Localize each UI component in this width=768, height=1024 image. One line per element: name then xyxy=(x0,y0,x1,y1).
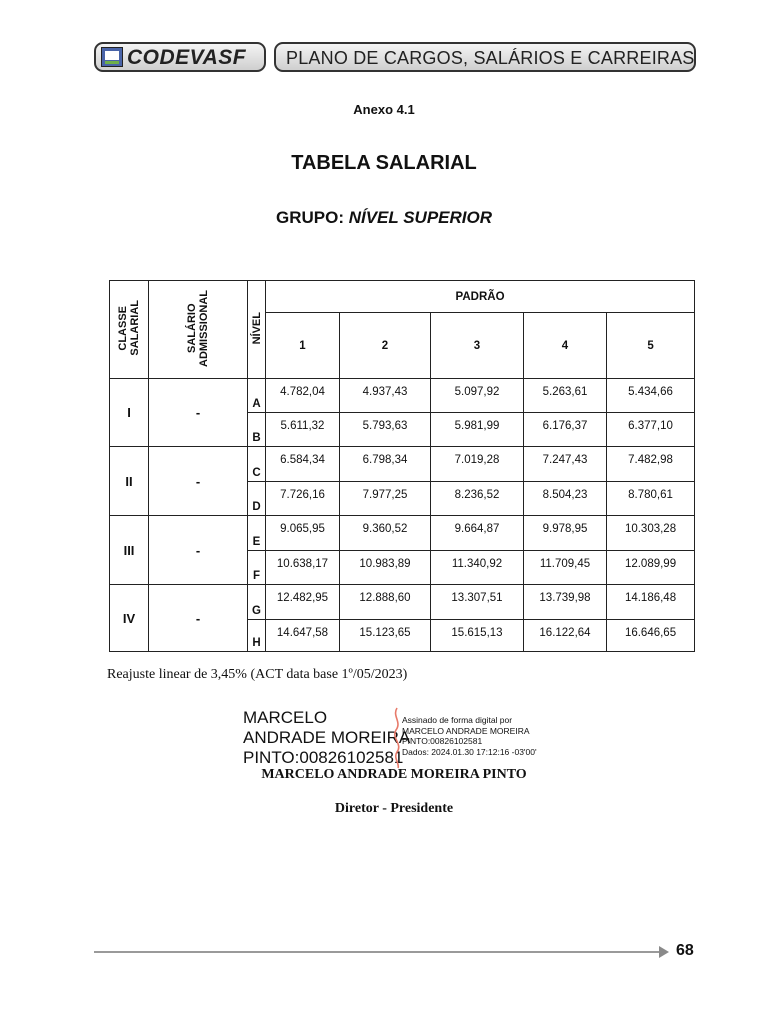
salary-cell: 11.340,92 xyxy=(431,551,524,585)
salary-cell: 15.615,13 xyxy=(431,620,524,652)
digital-signature-line: PINTO:00826102581 xyxy=(402,736,483,747)
padrao-col-4: 4 xyxy=(524,313,607,379)
nivel-cell: H xyxy=(248,620,266,652)
salary-cell: 5.611,32 xyxy=(266,413,340,447)
nivel-cell: B xyxy=(248,413,266,447)
salary-cell: 16.646,65 xyxy=(607,620,695,652)
admissional-cell: - xyxy=(149,585,248,652)
admissional-cell: - xyxy=(149,516,248,585)
nivel-cell: G xyxy=(248,585,266,620)
admissional-cell: - xyxy=(149,379,248,447)
salary-cell: 7.247,43 xyxy=(524,447,607,482)
nivel-cell: A xyxy=(248,379,266,413)
nivel-header xyxy=(248,281,266,379)
signature-name-line: MARCELO xyxy=(243,708,328,727)
salary-cell: 4.937,43 xyxy=(340,379,431,413)
page-title: TABELA SALARIAL xyxy=(291,152,477,174)
group-title xyxy=(0,208,768,228)
padrao-col-2: 2 xyxy=(340,313,431,379)
salary-cell: 5.434,66 xyxy=(607,379,695,413)
table-row xyxy=(110,379,695,413)
nivel-cell: E xyxy=(248,516,266,551)
classe-cell: IV xyxy=(110,585,149,652)
salary-cell: 8.236,52 xyxy=(431,482,524,516)
salary-table xyxy=(109,280,695,652)
salary-cell: 10.303,28 xyxy=(607,516,695,551)
salary-cell: 13.739,98 xyxy=(524,585,607,620)
nivel-cell: C xyxy=(248,447,266,482)
padrao-col-3: 3 xyxy=(431,313,524,379)
signature-name-line: ANDRADE MOREIRA xyxy=(243,728,411,747)
header-title: PLANO DE CARGOS, SALÁRIOS E CARREIRAS xyxy=(286,48,695,68)
salary-cell: 10.983,89 xyxy=(340,551,431,585)
salary-cell: 12.888,60 xyxy=(340,585,431,620)
signature-name-block xyxy=(243,708,410,768)
salary-cell: 5.981,99 xyxy=(431,413,524,447)
salary-cell: 7.977,25 xyxy=(340,482,431,516)
salary-cell: 6.176,37 xyxy=(524,413,607,447)
salary-cell: 6.584,34 xyxy=(266,447,340,482)
salary-cell: 14.186,48 xyxy=(607,585,695,620)
digital-signature-line: MARCELO ANDRADE MOREIRA xyxy=(402,725,530,736)
header-title-box xyxy=(274,42,696,72)
salary-cell: 13.307,51 xyxy=(431,585,524,620)
footer-arrow-icon xyxy=(659,946,669,958)
padrao-header: PADRÃO xyxy=(266,281,695,313)
salary-cell: 7.019,28 xyxy=(431,447,524,482)
footer-divider xyxy=(94,951,660,953)
salary-cell: 5.263,61 xyxy=(524,379,607,413)
salary-cell: 8.504,23 xyxy=(524,482,607,516)
salary-cell: 9.360,52 xyxy=(340,516,431,551)
admissional-cell: - xyxy=(149,447,248,516)
signatory-name: MARCELO ANDRADE MOREIRA PINTO xyxy=(261,767,527,782)
table-row xyxy=(110,447,695,482)
digital-signature-line: Dados: 2024.01.30 17:12:16 -03'00' xyxy=(402,746,537,757)
salary-cell: 12.482,95 xyxy=(266,585,340,620)
salary-cell: 8.780,61 xyxy=(607,482,695,516)
digital-signature-line: Assinado de forma digital por xyxy=(402,715,513,725)
classe-cell: I xyxy=(110,379,149,447)
salary-cell: 7.726,16 xyxy=(266,482,340,516)
signatory-role: Diretor - Presidente xyxy=(334,801,454,816)
salary-cell: 15.123,65 xyxy=(340,620,431,652)
salary-cell: 6.377,10 xyxy=(607,413,695,447)
salary-cell: 4.782,04 xyxy=(266,379,340,413)
salary-cell: 7.482,98 xyxy=(607,447,695,482)
padrao-col-1: 1 xyxy=(266,313,340,379)
salary-cell: 9.065,95 xyxy=(266,516,340,551)
salary-cell: 5.097,92 xyxy=(431,379,524,413)
nivel-cell: D xyxy=(248,482,266,516)
salario-header xyxy=(149,281,248,379)
nivel-cell: F xyxy=(248,551,266,585)
nivel-header-label: NÍVEL xyxy=(250,311,263,345)
salary-cell: 9.978,95 xyxy=(524,516,607,551)
adjustment-note: Reajuste linear de 3,45% (ACT data base 1º/05/2023) xyxy=(107,667,408,682)
group-value: NÍVEL SUPERIOR xyxy=(348,208,492,227)
salary-cell: 6.798,34 xyxy=(340,447,431,482)
table-row xyxy=(110,585,695,620)
codevasf-emblem-icon xyxy=(101,47,123,67)
page-header xyxy=(94,42,696,74)
annex-label: Anexo 4.1 xyxy=(353,102,415,117)
classe-cell: III xyxy=(110,516,149,585)
salary-cell: 14.647,58 xyxy=(266,620,340,652)
digital-signature-info xyxy=(402,715,537,757)
salary-cell: 5.793,63 xyxy=(340,413,431,447)
padrao-col-5: 5 xyxy=(607,313,695,379)
salary-cell: 16.122,64 xyxy=(524,620,607,652)
salary-cell: 10.638,17 xyxy=(266,551,340,585)
codevasf-logo xyxy=(94,42,266,72)
signature-name-line: PINTO:00826102581 xyxy=(243,748,404,767)
page-number: 68 xyxy=(676,942,694,959)
classe-cell: II xyxy=(110,447,149,516)
salary-cell: 12.089,99 xyxy=(607,551,695,585)
group-label: GRUPO: xyxy=(275,208,344,227)
table-row xyxy=(110,516,695,551)
classe-header-label: CLASSE SALARIAL xyxy=(117,300,141,356)
salario-header-label: SALÁRIO ADMISSIONAL xyxy=(186,289,210,367)
salary-cell: 9.664,87 xyxy=(431,516,524,551)
classe-header xyxy=(110,281,149,379)
salary-cell: 11.709,45 xyxy=(524,551,607,585)
logo-text: CODEVASF xyxy=(127,46,247,69)
